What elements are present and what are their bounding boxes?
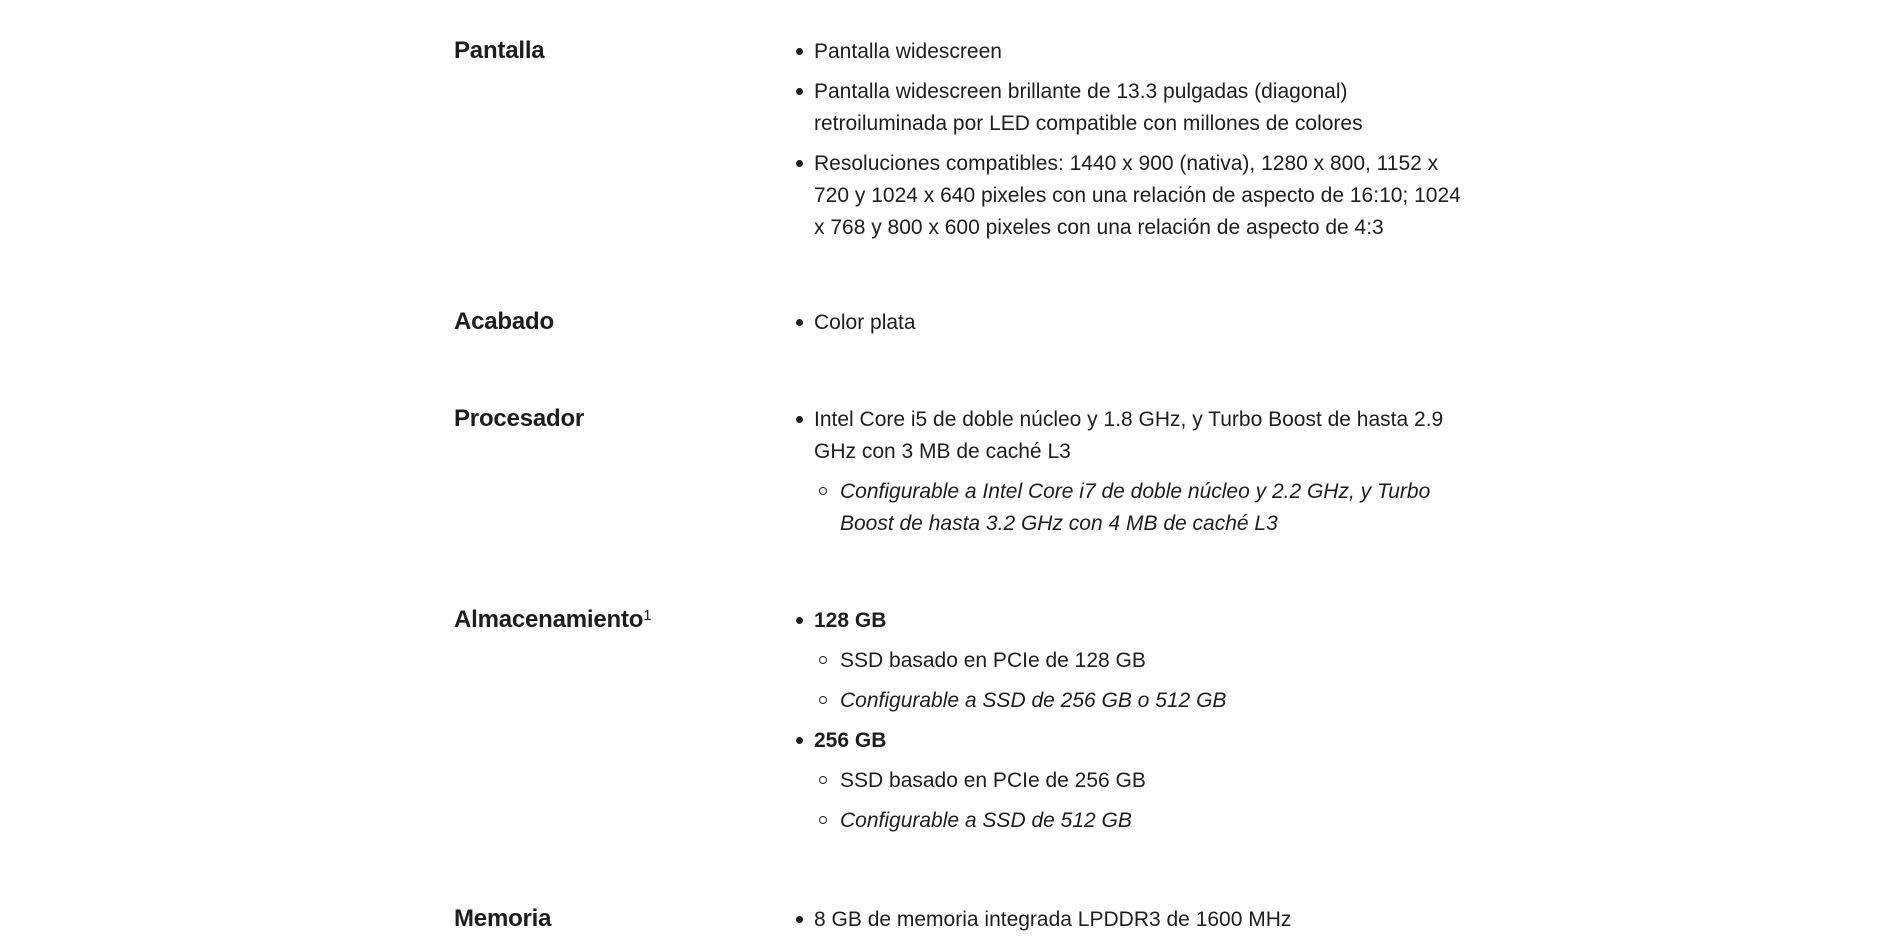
- footnote-marker: 1: [643, 607, 652, 624]
- list-item: Pantalla widescreen brillante de 13.3 pulgadas (diagonal) retroiluminada por LED compatible con millones de colores: [814, 76, 1474, 140]
- sub-list: [814, 476, 1474, 540]
- list-item: Pantalla widescreen: [814, 36, 1474, 68]
- sub-list-item: Configurable a SSD de 512 GB: [840, 805, 1474, 837]
- spec-title-text: Almacenamiento: [454, 606, 644, 633]
- list-item: [814, 404, 1474, 540]
- list-item-text: 128 GB: [814, 609, 887, 632]
- spec-title-almacenamiento: [454, 605, 651, 635]
- spec-title-pantalla: Pantalla: [454, 37, 545, 64]
- list-item: Color plata: [814, 307, 1474, 339]
- list-item-text: Intel Core i5 de doble núcleo y 1.8 GHz, y Turbo Boost de hasta 2.9 GHz con 3 MB de caché L3: [814, 408, 1444, 463]
- list-item-text: 256 GB: [814, 729, 887, 752]
- spec-list-almacenamiento: [814, 605, 1474, 845]
- spec-title-acabado: Acabado: [454, 308, 554, 335]
- list-item: [814, 605, 1474, 717]
- sub-list-item: Configurable a SSD de 256 GB o 512 GB: [840, 685, 1474, 717]
- spec-title-procesador: Procesador: [454, 405, 585, 432]
- sub-list-item: SSD basado en PCIe de 128 GB: [840, 645, 1474, 677]
- sub-list-item: Configurable a Intel Core i7 de doble núcleo y 2.2 GHz, y Turbo Boost de hasta 3.2 GHz con 4 MB de caché L3: [840, 476, 1474, 540]
- list-item: Resoluciones compatibles: 1440 x 900 (nativa), 1280 x 800, 1152 x 720 y 1024 x 640 pixeles con una relación de aspecto de 16:10; 1024 x 768 y 800 x 600 pixeles con una relación de aspecto de 4:3: [814, 148, 1474, 244]
- list-item: 8 GB de memoria integrada LPDDR3 de 1600 MHz: [814, 904, 1474, 936]
- sub-list: [814, 765, 1474, 837]
- spec-list-acabado: [814, 307, 1474, 347]
- spec-title-memoria: Memoria: [454, 905, 552, 932]
- sub-list-item: SSD basado en PCIe de 256 GB: [840, 765, 1474, 797]
- spec-list-memoria: [814, 904, 1474, 944]
- spec-list-procesador: [814, 404, 1474, 548]
- sub-list: [814, 645, 1474, 717]
- spec-list-pantalla: [814, 36, 1474, 252]
- list-item: [814, 725, 1474, 837]
